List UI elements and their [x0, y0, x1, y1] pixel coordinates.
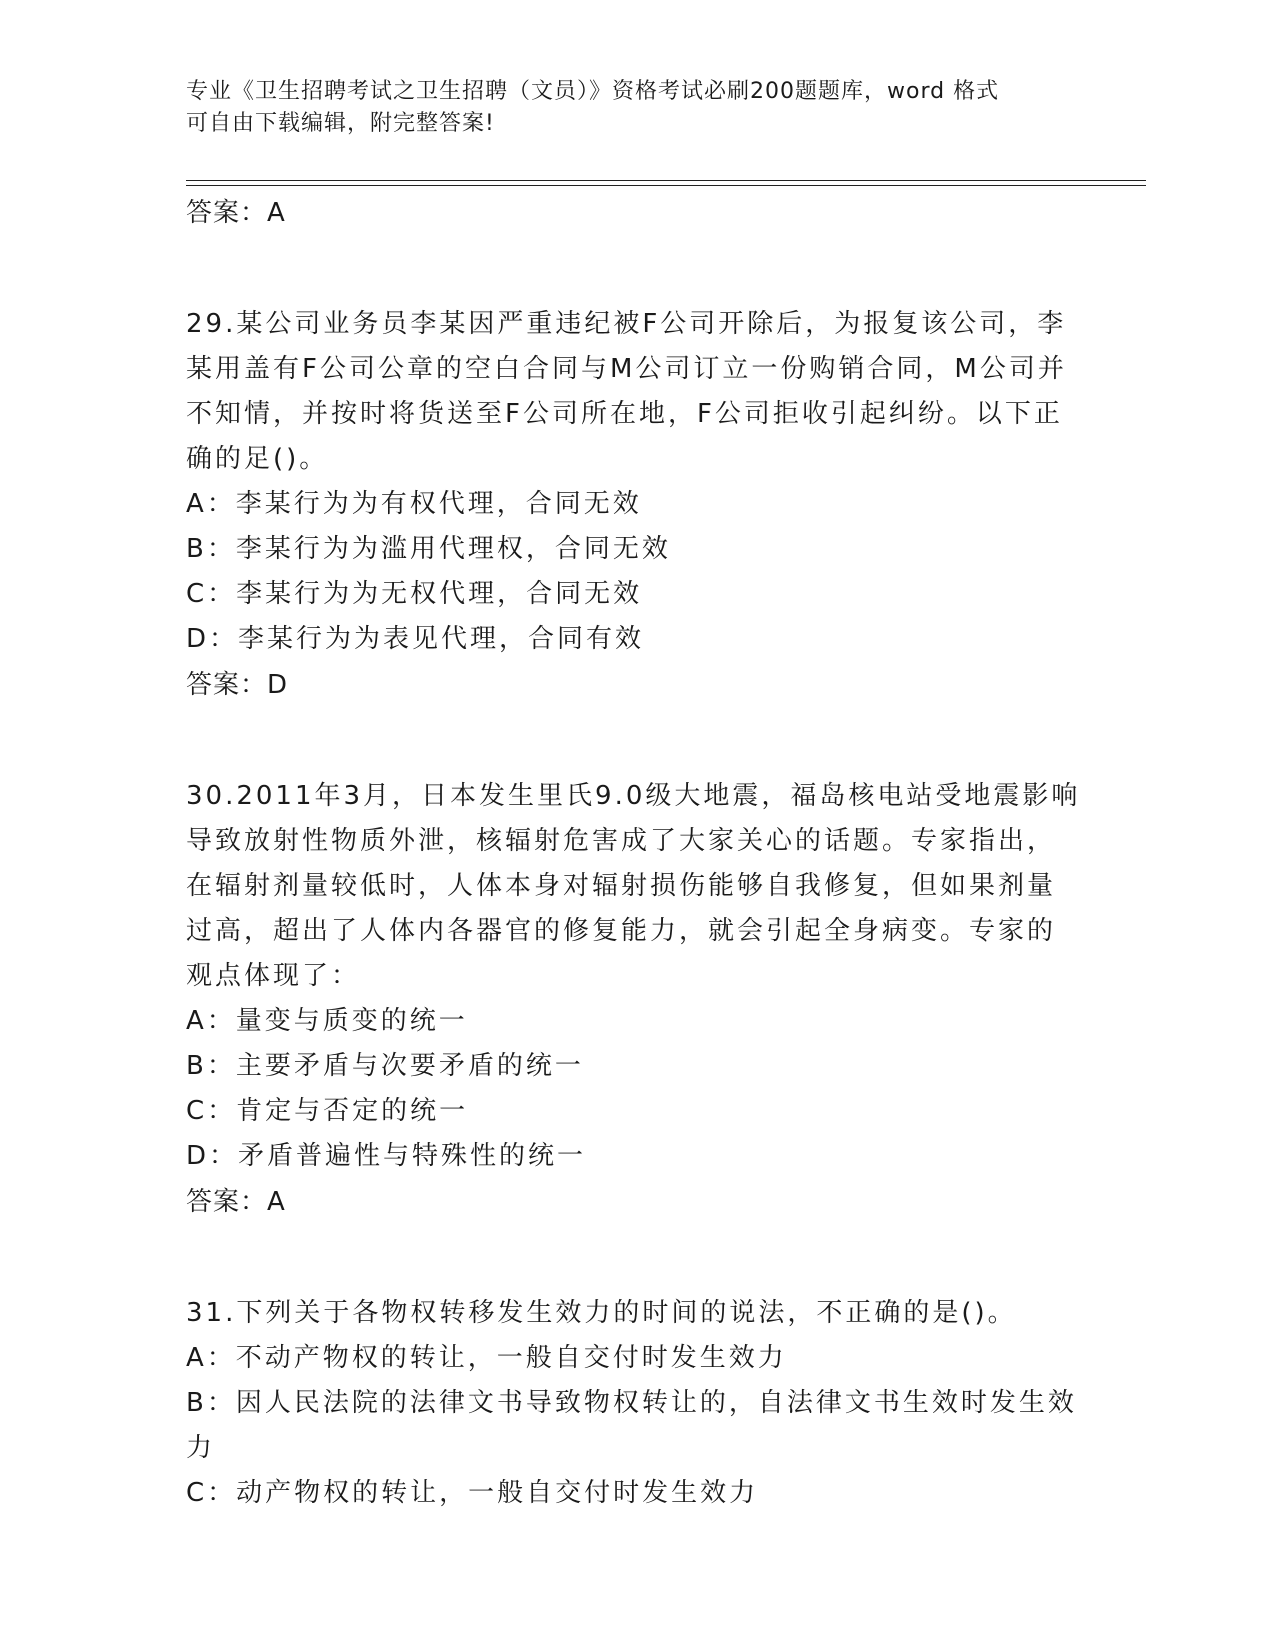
question-block: [186, 302, 1086, 708]
question-stem-line: 29.某公司业务员李某因严重违纪被F公司开除后，为报复该公司，李: [186, 309, 1067, 339]
header-rule-top: [186, 180, 1146, 181]
option-line: A：量变与质变的统一: [186, 1006, 468, 1036]
option-line: B：因人民法院的法律文书导致物权转让的，自法律文书生效时发生效: [186, 1388, 1077, 1418]
option-line: B：主要矛盾与次要矛盾的统一: [186, 1051, 584, 1081]
question-list: [186, 190, 1086, 1516]
option-line: D：李某行为为表见代理，合同有效: [186, 624, 645, 654]
document-header: [186, 76, 1086, 140]
option-line: 力: [186, 1433, 216, 1463]
answer-line: 答案：A: [186, 1187, 286, 1217]
option-line: C：动产物权的转让，一般自交付时发生效力: [186, 1478, 759, 1508]
option-line: A：李某行为为有权代理，合同无效: [186, 489, 642, 519]
question-stem-line: 导致放射性物质外泄，核辐射危害成了大家关心的话题。专家指出，: [186, 826, 1057, 856]
question-block: [186, 1291, 1086, 1516]
option-line: C：李某行为为无权代理，合同无效: [186, 579, 643, 609]
question-stem-line: 不知情，并按时将货送至F公司所在地，F公司拒收引起纠纷。以下正: [186, 399, 1063, 429]
question-block: [186, 774, 1086, 1225]
option-line: C：肯定与否定的统一: [186, 1096, 469, 1126]
question-stem-line: 观点体现了：: [186, 961, 361, 991]
question-stem-line: 过高，超出了人体内各器官的修复能力，就会引起全身病变。专家的: [186, 916, 1057, 946]
option-line: D：矛盾普遍性与特殊性的统一: [186, 1141, 587, 1171]
question-gap: [186, 236, 1086, 302]
previous-answer: 答案：A: [186, 198, 286, 228]
question-stem-line: 在辐射剂量较低时，人体本身对辐射损伤能够自我修复，但如果剂量: [186, 871, 1057, 901]
question-stem-line: 31.下列关于各物权转移发生效力的时间的说法，不正确的是()。: [186, 1298, 1017, 1328]
header-rule-bottom: [186, 185, 1146, 186]
question-stem-line: 某用盖有F公司公章的空白合同与M公司订立一份购销合同，M公司并: [186, 354, 1067, 384]
question-stem-line: 30.2011年3月，日本发生里氏9.0级大地震，福岛核电站受地震影响: [186, 781, 1081, 811]
question-stem-line: 确的足()。: [186, 444, 329, 474]
question-gap: [186, 1225, 1086, 1291]
option-line: B：李某行为为滥用代理权，合同无效: [186, 534, 671, 564]
question-gap: [186, 708, 1086, 774]
answer-line: 答案：D: [186, 670, 289, 700]
header-line-2: 可自由下载编辑，附完整答案!: [186, 111, 495, 136]
option-line: A：不动产物权的转让，一般自交付时发生效力: [186, 1343, 787, 1373]
header-line-1: 专业《卫生招聘考试之卫生招聘（文员）》资格考试必刷200题题库，word 格式: [186, 79, 1000, 104]
